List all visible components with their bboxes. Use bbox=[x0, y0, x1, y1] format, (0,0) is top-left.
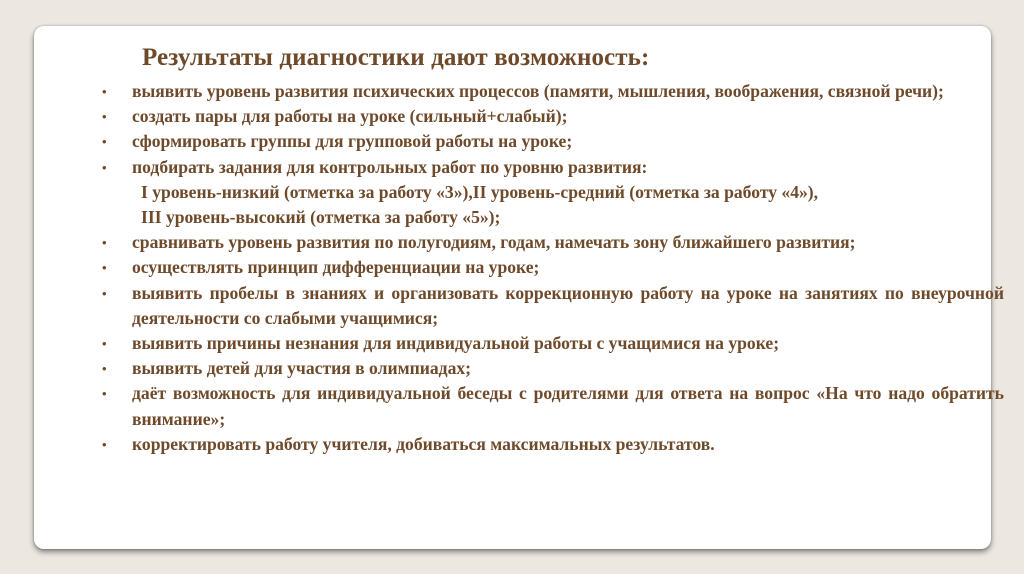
list-item bbox=[94, 79, 1004, 104]
list-item-text: подбирать задания для контрольных работ по уровню развития: bbox=[132, 156, 648, 177]
list-item bbox=[94, 155, 1004, 231]
bullet-list bbox=[94, 79, 1004, 457]
list-item-text: выявить причины незнания для индивидуальной работы с учащимися на уроке; bbox=[132, 333, 780, 354]
bullet-icon: • bbox=[102, 260, 107, 276]
bullet-icon: • bbox=[102, 285, 107, 301]
slide-title: Результаты диагностики дают возможность: bbox=[142, 44, 650, 71]
list-item-text: сравнивать уровень развития по полугодиям, годам, намечать зону ближайшего развития; bbox=[132, 232, 856, 253]
list-item-text: сформировать группы для групповой работы на уроке; bbox=[132, 131, 573, 152]
bullet-icon: • bbox=[102, 436, 107, 452]
bullet-icon: • bbox=[102, 235, 107, 251]
bullet-icon: • bbox=[102, 134, 107, 150]
level-line: I уровень-низкий (отметка за работу «3»),II уровень-средний (отметка за работу «4»), bbox=[141, 181, 819, 202]
list-item-text: выявить детей для участия в олимпиадах; bbox=[132, 358, 472, 379]
bullet-icon: • bbox=[102, 361, 107, 377]
list-item-text: осуществлять принцип дифференциации на уроке; bbox=[132, 257, 540, 278]
list-item bbox=[94, 432, 1004, 457]
list-item-text: даёт возможность для индивидуальной беседы с родителями для ответа на вопрос «На что надо обратить внимание»; bbox=[132, 383, 1004, 429]
list-item bbox=[94, 331, 1004, 356]
bullet-icon: • bbox=[102, 336, 107, 352]
level-line: III уровень-высокий (отметка за работу «5»); bbox=[141, 207, 501, 228]
list-item-text: выявить пробелы в знаниях и организовать коррекционную работу на уроке на занятиях по внеурочной деятельности со слабыми учащимися; bbox=[132, 282, 1004, 328]
bullet-icon: • bbox=[102, 159, 107, 175]
list-item bbox=[94, 281, 1004, 331]
list-item bbox=[94, 356, 1004, 381]
list-item-text: создать пары для работы на уроке (сильный+слабый); bbox=[132, 106, 568, 127]
bullet-icon: • bbox=[102, 386, 107, 402]
list-item bbox=[94, 104, 1004, 129]
list-item bbox=[94, 255, 1004, 280]
list-item-text: корректировать работу учителя, добиваться максимальных результатов. bbox=[132, 433, 715, 454]
list-item bbox=[94, 129, 1004, 154]
list-item bbox=[94, 230, 1004, 255]
bullet-icon: • bbox=[102, 84, 107, 99]
slide-card bbox=[34, 26, 1004, 549]
list-item bbox=[94, 381, 1004, 431]
list-item-text: выявить уровень развития психических процессов (памяти, мышления, воображения, связной речи); bbox=[132, 81, 944, 101]
bullet-icon: • bbox=[102, 109, 107, 125]
